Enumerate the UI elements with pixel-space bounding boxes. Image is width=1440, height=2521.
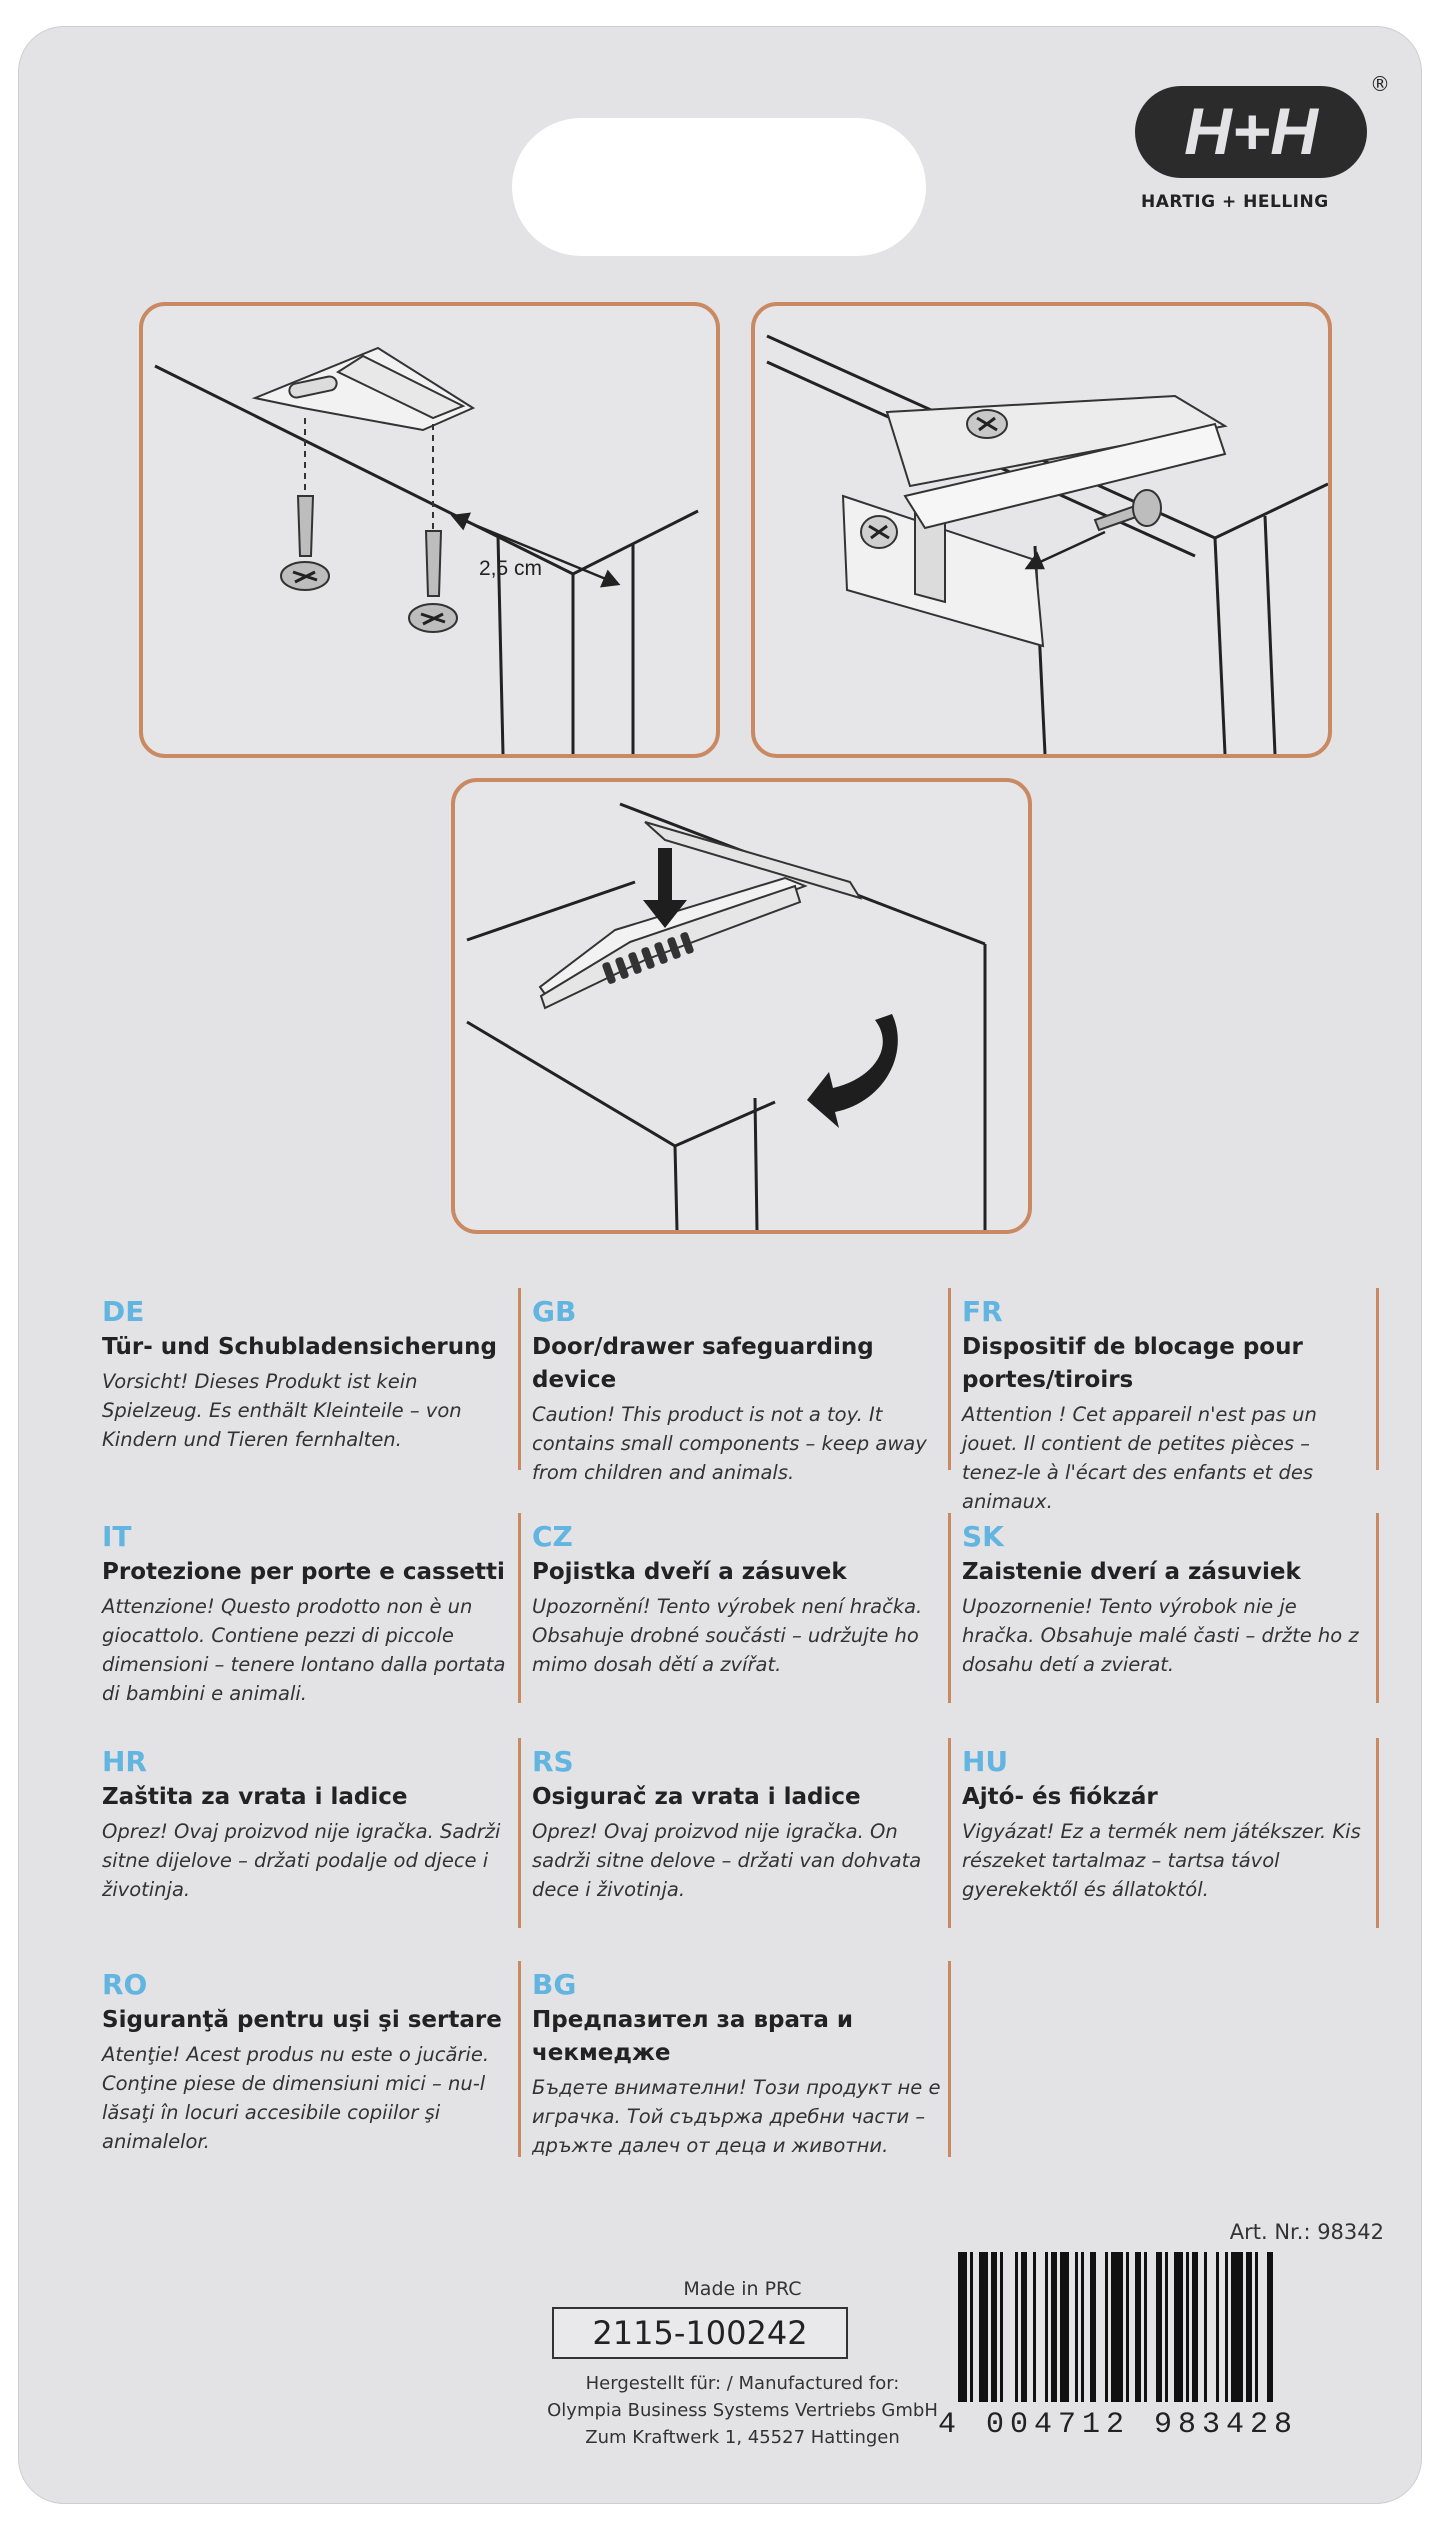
lang-body: Attenzione! Questo prodotto non è un giocattolo. Contiene pezzi di piccole dimensioni – tenere lontano dalla portata di bambini e animali. (102, 1595, 506, 1705)
barcode-bar (1015, 2252, 1018, 2402)
lang-body: Vorsicht! Dieses Produkt ist kein Spielzeug. Es enthält Kleinteile – von Kindern und Tieren fernhalten. (102, 1370, 462, 1451)
divider (948, 1513, 951, 1703)
divider (1376, 1513, 1379, 1703)
barcode-bar (1111, 2252, 1123, 2402)
divider (948, 1961, 951, 2157)
lang-title: Osigurač za vrata i ladice (532, 1784, 861, 1810)
measure-label: 2,5 cm (479, 557, 543, 580)
barcode-bar (1126, 2252, 1129, 2402)
barcode-bar (1225, 2252, 1228, 2402)
barcode-digits: 4 004712 983428 (938, 2408, 1299, 2442)
lang-title: Siguranţă pentru uşi şi sertare (102, 2007, 502, 2033)
lang-body: Upozornění! Tento výrobek není hračka. Obsahuje drobné součásti – udržujte ho mimo dosah dětí a zvířat. (532, 1595, 923, 1676)
barcode-bar (1216, 2252, 1219, 2402)
barcode-bar (1051, 2252, 1057, 2402)
barcode-bar (1021, 2252, 1027, 2402)
lang-title: Zaistenie dverí a zásuviek (962, 1559, 1301, 1585)
lang-section-de (102, 1295, 517, 1454)
lang-body: Бъдете внимателни! Този продукт не е играчка. Той съдържа дребни части – дръжте далеч от деца и животни. (532, 2076, 941, 2157)
divider (518, 1288, 521, 1470)
lang-section-fr (962, 1295, 1362, 1516)
lang-code: DE (102, 1295, 145, 1328)
lang-section-it (102, 1520, 517, 1708)
barcode-bar (1246, 2252, 1252, 2402)
lang-section-hr (102, 1745, 517, 1904)
lang-body: Caution! This product is not a toy. It contains small components – keep away from children and animals. (532, 1403, 927, 1484)
divider (1376, 1738, 1379, 1928)
lang-section-ro (102, 1968, 517, 2156)
lang-title: Protezione per porte e cassetti (102, 1559, 505, 1585)
curved-arrow-icon (807, 1014, 898, 1128)
lang-code: IT (102, 1520, 132, 1553)
lang-body: Upozornenie! Tento výrobok nie je hračka. Obsahuje malé časti – držte ho z dosahu detí a zvierat. (962, 1595, 1359, 1676)
lang-code: RO (102, 1968, 148, 2001)
lang-code: RS (532, 1745, 574, 1778)
divider (948, 1288, 951, 1470)
lang-section-rs (532, 1745, 947, 1904)
company-address: Zum Kraftwerk 1, 45527 Hattingen (585, 2427, 900, 2448)
release-latch-illustration (455, 782, 1028, 1230)
barcode-bar (1255, 2252, 1258, 2402)
lang-title: Zaštita za vrata i ladice (102, 1784, 408, 1810)
barcode-bar (1135, 2252, 1141, 2402)
barcode-bar (991, 2252, 997, 2402)
lang-code: FR (962, 1295, 1003, 1328)
divider (518, 1513, 521, 1703)
brand-logo (1125, 68, 1390, 218)
instruction-panel-latch-assembly (751, 302, 1332, 758)
barcode-bar (1075, 2252, 1078, 2402)
divider (1376, 1288, 1379, 1470)
company-name: Olympia Business Systems Vertriebs GmbH (547, 2400, 938, 2421)
lang-body: Oprez! Ovaj proizvod nije igračka. Sadrži sitne dijelove – držati podalje od djece i životinja. (102, 1820, 501, 1901)
barcode-bar (1192, 2252, 1198, 2402)
barcode-bar (1105, 2252, 1108, 2402)
registered-mark: ® (1370, 72, 1390, 96)
lang-title: Предпазител за врата и чекмедже (532, 2007, 853, 2066)
barcode-bar (1060, 2252, 1069, 2402)
lang-title: Tür- und Schubladensicherung (102, 1334, 497, 1360)
instruction-panel-release (451, 778, 1032, 1234)
lang-title: Ajtó- és fiókzár (962, 1784, 1158, 1810)
lang-code: HR (102, 1745, 147, 1778)
lang-code: SK (962, 1520, 1004, 1553)
logo-text: H+H (1184, 94, 1318, 168)
made-in-label: Made in PRC (683, 2278, 802, 2300)
barcode-bar (1156, 2252, 1162, 2402)
barcode-bar (1000, 2252, 1003, 2402)
barcode-bar (1144, 2252, 1147, 2402)
manufactured-for-label: Hergestellt für: / Manufactured for: (585, 2373, 900, 2394)
barcode-bar (1045, 2252, 1048, 2402)
manufacturer-info (540, 2370, 945, 2451)
lang-title: Door/drawer safeguarding device (532, 1334, 874, 1393)
lang-title: Dispositif de blocage pour portes/tiroirs (962, 1334, 1303, 1393)
lang-code: BG (532, 1968, 577, 2001)
barcode-bar (1231, 2252, 1243, 2402)
lang-section-cz (532, 1520, 947, 1679)
barcode-bar (1081, 2252, 1084, 2402)
product-code-box: 2115-100242 (552, 2307, 848, 2359)
barcode-bar (1090, 2252, 1096, 2402)
hang-hole (512, 118, 926, 256)
lang-section-gb (532, 1295, 947, 1487)
lang-code: GB (532, 1295, 577, 1328)
barcode-bar (970, 2252, 973, 2402)
brand-name: HARTIG + HELLING (1141, 192, 1329, 212)
divider (518, 1738, 521, 1928)
latch-assembly-illustration (755, 306, 1328, 754)
hh-logo-icon (1131, 80, 1371, 184)
lang-section-hu (962, 1745, 1362, 1904)
lang-body: Oprez! Ovaj proizvod nije igračka. On sadrži sitne delove – držati van dohvata dece i životinja. (532, 1820, 922, 1901)
instruction-panel-mount-bracket (139, 302, 720, 758)
mount-bracket-illustration (143, 306, 716, 754)
divider (948, 1738, 951, 1928)
barcode-bar (1267, 2252, 1273, 2402)
divider (518, 1961, 521, 2157)
barcode-bar (1165, 2252, 1168, 2402)
lang-title: Pojistka dveří a zásuvek (532, 1559, 847, 1585)
lang-body: Atenţie! Acest produs nu este o jucărie. Conţine piese de dimensiuni mici – nu-l lăsaţi în locuri accesibile copiilor şi animalelor. (102, 2043, 490, 2153)
lang-code: CZ (532, 1520, 573, 1553)
barcode-bar (1186, 2252, 1189, 2402)
lang-body: Attention ! Cet appareil n'est pas un jouet. Il contient de petites pièces – tenez-le à l'écart des enfants et des animaux. (962, 1403, 1317, 1513)
lang-body: Vigyázat! Ez a termék nem játékszer. Kis részeket tartalmaz – tartsa távol gyerekektől és állatoktól. (962, 1820, 1361, 1901)
barcode-bar (979, 2252, 988, 2402)
lang-section-bg (532, 1968, 947, 2160)
barcode-bar (1033, 2252, 1036, 2402)
barcode-bar (1204, 2252, 1207, 2402)
lang-section-sk (962, 1520, 1362, 1679)
lang-code: HU (962, 1745, 1009, 1778)
barcode-bar (1174, 2252, 1183, 2402)
barcode-bar (958, 2252, 967, 2402)
article-number: Art. Nr.: 98342 (1229, 2220, 1384, 2244)
